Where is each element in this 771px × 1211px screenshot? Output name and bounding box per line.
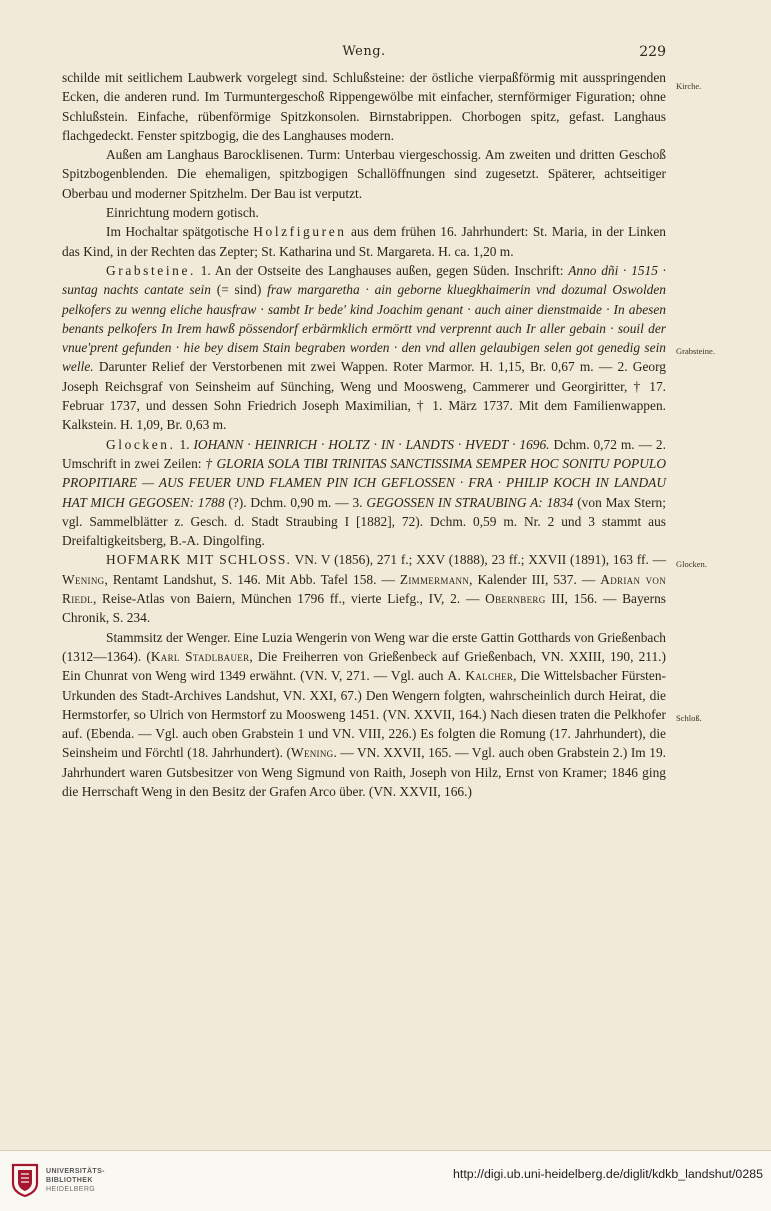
footer-bar xyxy=(0,1151,771,1211)
keyword-glocken: Glocken. xyxy=(106,436,176,452)
keyword-hofmark: HOFMARK MIT SCHLOSS. xyxy=(106,552,292,568)
permalink-url[interactable]: http://digi.ub.uni-heidelberg.de/diglit/kdkb_landshut/0285 xyxy=(453,1167,763,1181)
keyword-grabsteine: Grabsteine. xyxy=(106,262,196,278)
margin-note-glocken: Glocken. xyxy=(676,559,707,569)
author-name: A. Kalcher xyxy=(447,668,514,684)
paragraph-exterior: Außen am Langhaus Barocklisenen. Turm: Unterbau viergeschossig. Am zweiten und dritten Geschoß Spitzbogenblenden. Die ehemaligen, spitzbogigen Schallöffnungen sind zugesetzt. Späterer, achtseitiger Oberbau und moderner Spitzhelm. Der Bau ist verputzt. xyxy=(62,147,666,201)
running-title: Weng. xyxy=(342,44,386,59)
author-name: Wening xyxy=(291,745,334,761)
paragraph-history: Stammsitz der Wenger. Eine Luzia Wengerin von Weng war die erste Gattin Gotthards von Grießenbach (1312—1364). (Karl Stadlbauer, Die Freiherren von Grießenbeck auf Grießenbach, VN. XXIII, 190, 211.) Ein Chunrat von Weng wird 1349 erwähnt. (VN. V, 271. — Vgl. auch A. Kalcher, Die Wittelsbacher Fürsten-Urkunden des Stadt-Archives Landshut, VN. XXI, 67.) Den Wengern folgten, wahrscheinlich durch Heirat, die Hermstorfer, so Ulrich von Hermstorf zu Moosweng 1451. (VN. XXVII, 164.) Nach diesen traten die Pelkhofer auf. (Ebenda. — Vgl. auch oben Grabstein 1 und VN. VIII, 226.) Es folgten die Romung (17. Jahrhundert), die Seinsheim und Förchtl (18. Jahrhundert). (Wening. — VN. XXVII, 165. — Vgl. auch oben Grabstein 2.) Im 19. Jahrhundert waren Gutsbesitzer von Weng Sigmund von Raith, Joseph von Hilz, Ernst von Kramer; 1846 ging die Herrschaft Weng in den Besitz der Grafen Arco über. (VN. XXVII, 166.) xyxy=(62,629,666,799)
university-library-logo-icon xyxy=(10,1163,40,1197)
author-name: Adrian von Riedl xyxy=(62,571,666,607)
paragraph-glocken: Glocken. 1. IOHANN · HEINRICH · HOLTZ · IN · LANDTS · HVEDT · 1696. Dchm. 0,72 m. — 2. Umschrift in zwei Zeilen: † GLORIA SOLA TIBI TRINITAS SANCTISSIMA SEMPER HOC SONITU POPULO PROPITIARE — AUS FEUER UND FLAMEN PIN ICH GEFLOSSEN · FRA · PHILIP KOCH IN LANDAU HAT MICH GEGOSEN: 1788 (?). Dchm. 0,90 m. — 3. GEGOSSEN IN STRAUBING A: 1834 (von Max Stern; vgl. Sammelblätter z. Gesch. d. Stadt Straubing I [1882], 72). Dchm. 0,59 m. Nr. 2 und 3 stammt aus Dreifaltigkeitsberg, B.-A. Dingolfing. xyxy=(62,436,666,549)
paragraph-furnishing: Einrichtung modern gotisch. xyxy=(106,205,259,221)
author-name: Wening xyxy=(62,571,105,587)
library-name: UNIVERSITÄTS- BIBLIOTHEK HEIDELBERG xyxy=(46,1168,105,1193)
keyword-holzfiguren: Holzfiguren xyxy=(253,224,347,240)
margin-note-kirche: Kirche. xyxy=(676,81,702,91)
inscription-text: Anno dñi · 1515 · suntag nachts cantate sein xyxy=(62,262,666,298)
inscription-text: fraw margaretha · ain geborne kluegkhaimerin vnd dozumal Oswolden pelkofers zu wenng eliche hausfraw · sambt Ir bede' kind Joachim genant · auch ainer dienstmaide · In abesen benants pelkofers In Irem hawß pössendorf erbärmklich ermörtt vnd verprennt auch Ir aller gebain · souil der vnue'prent gefunden · hie bey disem Stain begraben worden · den vnd allen gelaubigen selen got genedig sein welle. xyxy=(62,282,666,375)
page-number: 229 xyxy=(639,44,666,60)
paragraph-grabsteine: Grabsteine. 1. An der Ostseite des Langhauses außen, gegen Süden. Inschrift: Anno dñi · 1515 · suntag nachts cantate sein (= sind) fraw margaretha · ain geborne kluegkhaimerin vnd dozumal Oswolden pelkofers zu wenng eliche hausfraw · sambt Ir bede' kind Joachim genant · auch ainer dienstmaide · In abesen benants pelkofers In Irem hawß pössendorf erbärmklich ermörtt vnd verprennt auch Ir aller gebain · souil der vnue'prent gefunden · hie bey disem Stain begraben worden · den vnd allen gelaubigen selen got genedig sein welle. Darunter Relief der Verstorbenen mit zwei Wappen. Roter Marmor. H. 1,15, Br. 0,67 m. — 2. Georg Joseph Reichsgraf von Seinsheim auf Sünching, Weng und Moosweng, Cammerer und Georgiritter, † 17. Februar 1737, und dessen Sohn Friedrich Joseph Maximilian, † 1. März 1737. Mit dem Familienwappen. Kalkstein. H. 1,09, Br. 0,63 m. xyxy=(62,262,666,433)
margin-note-grabsteine: Grabsteine. xyxy=(676,346,715,356)
bell-inscription: GEGOSSEN IN STRAUBING A: 1834 xyxy=(366,494,574,510)
paragraph-holzfiguren: Im Hochaltar spätgotische Holzfiguren aus dem frühen 16. Jahrhundert: St. Maria, in der Linken das Kind, in der Rechten das Zepter; St. Katharina und St. Margareta. H. ca. 1,20 m. xyxy=(62,224,666,259)
main-text xyxy=(62,68,666,801)
paragraph-kirche-continued: schilde mit seitlichem Laubwerk vorgelegt sind. Schlußsteine: der östliche vierpaßförmig mit ausspringenden Ecken, die anderen rund. Im Turmuntergeschoß Rippengewölbe mit einfacher, sternförmiger Figuration; ohne Schlußstein. Einfache, rübenförmige Spitzkonsolen. Birnstabrippen. Chorbogen spitz, gefast. Langhaus flachgedeckt. Fenster spitzbogig, die des Langhauses modern. xyxy=(62,70,666,143)
paragraph-hofmark: HOFMARK MIT SCHLOSS. VN. V (1856), 271 f.; XXV (1888), 23 ff.; XXVII (1891), 163 ff. — Wening, Rentamt Landshut, S. 146. Mit Abb. Tafel 158. — Zimmermann, Kalender III, 537. — Adrian von Riedl, Reise-Atlas von Baiern, München 1796 ff., vierte Liefg., IV, 2. — Obernberg III, 156. — Bayerns Chronik, S. 234. xyxy=(62,552,667,626)
page-header xyxy=(62,44,666,64)
author-name: Obernberg xyxy=(485,591,546,607)
bell-inscription: † GLORIA SOLA TIBI TRINITAS SANCTISSIMA SEMPER HOC SONITU POPULO PROPITIARE — AUS FEUER UND FLAMEN PIN ICH GEFLOSSEN · FRA · PHILIP KOCH IN LANDAU HAT MICH GEGOSEN: 1788 xyxy=(62,455,666,510)
bell-inscription: IOHANN · HEINRICH · HOLTZ · IN · LANDTS · HVEDT · 1696. xyxy=(193,436,550,452)
margin-note-schloss: Schloß. xyxy=(676,713,702,723)
author-name: Zimmermann xyxy=(399,571,470,587)
author-name: Karl Stadlbauer xyxy=(150,648,250,664)
